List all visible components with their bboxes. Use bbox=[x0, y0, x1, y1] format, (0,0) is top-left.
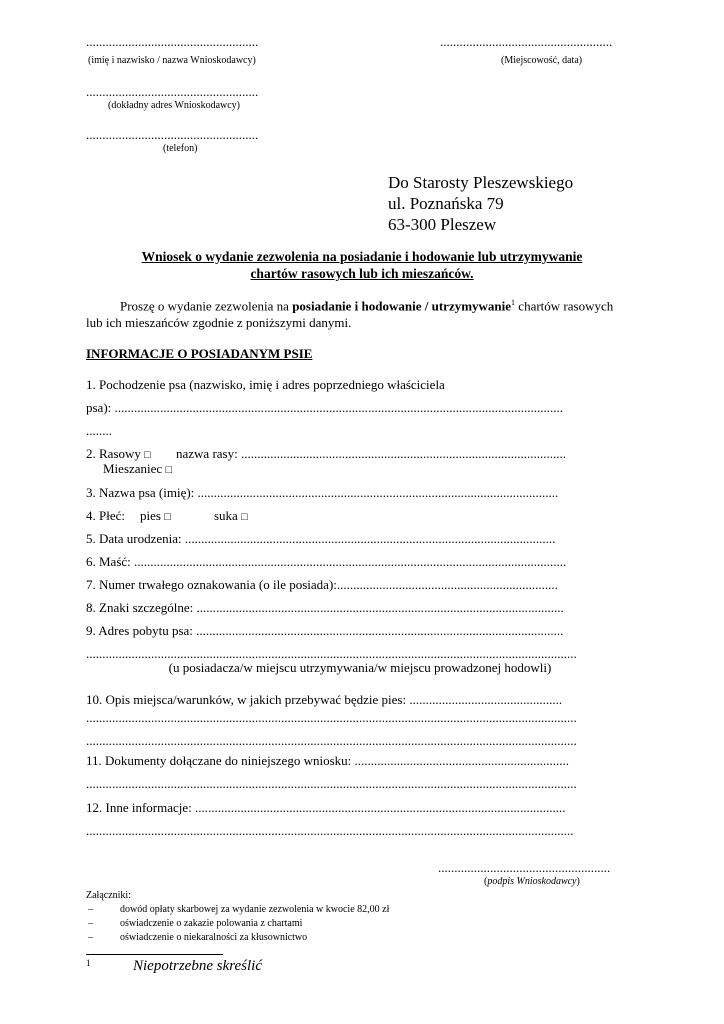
recipient-line-3: 63-300 Pleszew bbox=[388, 215, 497, 234]
field-2-mieszaniec bbox=[103, 461, 172, 477]
document-title bbox=[86, 248, 638, 282]
signature-caption-text: podpis Wnioskodawcy bbox=[487, 876, 577, 887]
field-9-caption: (u posiadacza/w miejscu utrzymywania/w miejscu prowadzonej hodowli) bbox=[168, 660, 552, 675]
signature-caption bbox=[484, 876, 580, 887]
place-date-dots[interactable]: ..................................................... bbox=[440, 34, 613, 49]
applicant-address-dots[interactable]: ..................................................... bbox=[86, 84, 259, 99]
recipient-line-2: ul. Poznańska 79 bbox=[388, 194, 504, 213]
sex-female-option[interactable] bbox=[214, 508, 248, 524]
attachments-heading: Załączniki: bbox=[86, 890, 131, 901]
male-checkbox[interactable]: □ bbox=[164, 511, 171, 523]
field-11-cont[interactable]: ....................................................................................................................................................... bbox=[86, 776, 577, 791]
footnote-divider bbox=[86, 954, 223, 955]
field-5-birth-date[interactable]: 5. Data urodzenia: .................................................................................................................. bbox=[86, 531, 556, 546]
place-date-caption: (Miejscowość, data) bbox=[501, 55, 583, 66]
purebred-checkbox[interactable]: □ bbox=[144, 449, 151, 461]
attachment-bullet-2: – bbox=[88, 918, 93, 929]
applicant-name-dots[interactable]: ..................................................... bbox=[86, 34, 259, 49]
signature-caption-open: ( bbox=[484, 876, 488, 887]
document-title-line-1: Wniosek o wydanie zezwolenia na posiadanie i hodowanie lub utrzymywanie bbox=[141, 249, 583, 264]
field-1-input[interactable]: psa): .......................................................................................................................................... bbox=[86, 400, 564, 415]
attachment-bullet-3: – bbox=[88, 932, 93, 943]
intro-suffix: chartów rasowych bbox=[515, 298, 614, 314]
field-12-cont[interactable]: ...................................................................................................................................................... bbox=[86, 823, 574, 838]
field-10-cont-2[interactable]: ....................................................................................................................................................... bbox=[86, 733, 577, 748]
footnote-number: 1 bbox=[86, 958, 91, 968]
field-3-dog-name[interactable]: 3. Nazwa psa (imię): ............................................................................................................... bbox=[86, 485, 559, 500]
mixed-checkbox[interactable]: □ bbox=[165, 464, 173, 476]
field-7-id-number[interactable]: 7. Numer trwałego oznakowania (o ile posiada):.................................................................... bbox=[86, 577, 558, 592]
field-1-input-cont[interactable]: ........ bbox=[86, 423, 112, 438]
attachment-item-2: oświadczenie o zakazie polowania z chartami bbox=[120, 918, 303, 929]
recipient-address bbox=[388, 172, 573, 235]
section-heading: INFORMACJE O POSIADANYM PSIE bbox=[86, 346, 313, 361]
applicant-phone-dots[interactable]: ..................................................... bbox=[86, 127, 259, 142]
sex-female-label: suka bbox=[214, 508, 242, 523]
applicant-phone-caption: (telefon) bbox=[163, 143, 198, 154]
field-11-documents[interactable]: 11. Dokumenty dołączane do niniejszego wniosku: .................................................................. bbox=[86, 753, 569, 768]
field-9-location[interactable]: 9. Adres pobytu psa: ................................................................................................................. bbox=[86, 623, 564, 638]
intro-bold-choice: posiadanie i hodowanie / utrzymywanie bbox=[292, 298, 512, 314]
field-8-marks[interactable]: 8. Znaki szczególne: ................................................................................................................. bbox=[86, 600, 564, 615]
field-10-cont-1[interactable]: ....................................................................................................................................................... bbox=[86, 710, 577, 725]
attachment-item-1: dowód opłaty skarbowej za wydanie zezwolenia w kwocie 82,00 zł bbox=[120, 904, 390, 915]
signature-dots[interactable]: ..................................................... bbox=[438, 860, 611, 875]
footnote-text: Niepotrzebne skreślić bbox=[133, 958, 263, 974]
field-4-sex-label: 4. Płeć: bbox=[86, 508, 125, 523]
attachment-item-3: oświadczenie o niekaralności za kłusownictwo bbox=[120, 932, 308, 943]
document-title-line-2: chartów rasowych lub ich mieszańców. bbox=[250, 266, 474, 281]
field-9-location-cont[interactable]: ....................................................................................................................................................... bbox=[86, 646, 577, 661]
sex-male-option[interactable] bbox=[140, 508, 171, 524]
attachment-bullet-1: – bbox=[88, 904, 93, 915]
field-12-other[interactable]: 12. Inne informacje: .................................................................................................................. bbox=[86, 800, 566, 815]
sex-male-label: pies bbox=[140, 508, 165, 523]
field-1-label: 1. Pochodzenie psa (nazwisko, imię i adres poprzedniego właściciela bbox=[86, 377, 445, 392]
field-2-rasowy bbox=[86, 446, 151, 462]
female-checkbox[interactable]: □ bbox=[241, 511, 248, 523]
intro-paragraph-line-2: lub ich mieszańców zgodnie z poniższymi danymi. bbox=[86, 315, 352, 330]
applicant-name-caption: (imię i nazwisko / nazwa Wnioskodawcy) bbox=[88, 55, 256, 66]
footnote-ref: 1 bbox=[511, 298, 516, 307]
field-10-conditions[interactable]: 10. Opis miejsca/warunków, w jakich przebywać będzie pies: ............................................... bbox=[86, 692, 563, 707]
intro-prefix: Proszę o wydanie zezwolenia na bbox=[120, 298, 293, 314]
intro-paragraph-line-1 bbox=[120, 298, 613, 314]
signature-caption-close: ) bbox=[576, 876, 580, 887]
field-6-color[interactable]: 6. Maść: ..................................................................................................................................... bbox=[86, 554, 567, 569]
breed-name-field[interactable]: nazwa rasy: .................................................................................................... bbox=[176, 446, 566, 461]
breed-mixed-label: Mieszaniec bbox=[103, 461, 166, 476]
recipient-line-1: Do Starosty Pleszewskiego bbox=[388, 173, 574, 192]
applicant-address-caption: (dokładny adres Wnioskodawcy) bbox=[108, 100, 241, 111]
breed-purebred-label: 2. Rasowy bbox=[86, 446, 145, 461]
